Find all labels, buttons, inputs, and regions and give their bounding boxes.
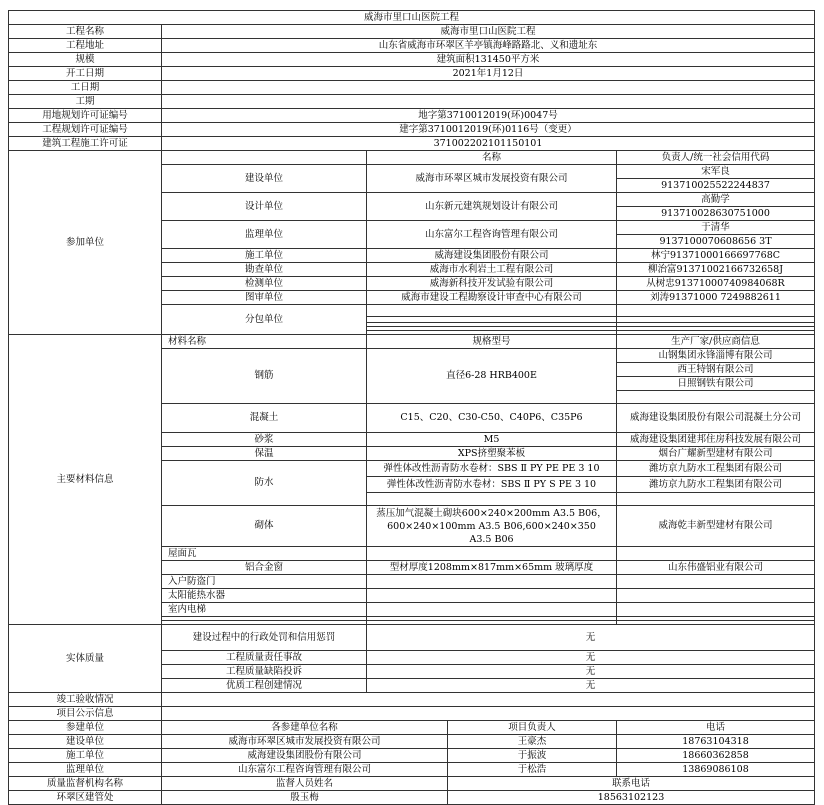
end-date	[162, 81, 815, 95]
subcontract-name	[367, 305, 617, 317]
subcontract-resp	[617, 305, 815, 317]
concrete-spec: C15、C20、C30-C50、C40P6、C35P6	[367, 404, 617, 433]
design-unit-code: 913710028630751000	[617, 207, 815, 221]
mortar-spec: M5	[367, 433, 617, 447]
elevator-name: 室内电梯	[162, 603, 367, 617]
quality-item-4-value: 无	[367, 679, 815, 693]
supervision-unit-name: 山东富尔工程咨询管理有限公司	[367, 221, 617, 249]
land-permit-label: 用地规划许可证编号	[9, 109, 162, 123]
construction-permit: 371002202101150101	[162, 137, 815, 151]
supervision-unit-role: 监理单位	[162, 221, 367, 249]
concrete-name: 混凝土	[162, 404, 367, 433]
rebar-spec: 直径6-28 HRB400E	[367, 349, 617, 404]
masonry-name: 砌体	[162, 506, 367, 547]
roof-tile-spec	[367, 547, 617, 561]
publicity-name: 威海建设集团股份有限公司	[162, 749, 448, 763]
table-title: 威海市里口山医院工程	[9, 11, 815, 25]
participants-resp-header: 负责人/统一社会信用代码	[617, 151, 815, 165]
materials-col-name: 材料名称	[162, 335, 367, 349]
construction-permit-label: 建筑工程施工许可证	[9, 137, 162, 151]
mortar-name: 砂浆	[162, 433, 367, 447]
quality-item-1-value: 无	[367, 625, 815, 651]
publicity-col-phone: 电话	[617, 721, 815, 735]
supervision-person-col: 监督人员姓名	[162, 777, 448, 791]
quality-item-2-label: 工程质量责任事故	[162, 651, 367, 665]
supervision-phone-col: 联系电话	[448, 777, 815, 791]
publicity-phone: 13869086108	[617, 763, 815, 777]
window-vendor: 山东伟盛铝业有限公司	[617, 561, 815, 575]
testing-name: 威海新科技开发试验有限公司	[367, 277, 617, 291]
publicity-unit: 建设单位	[9, 735, 162, 749]
testing-resp: 从树忠91371000740984068R	[617, 277, 815, 291]
publicity-person: 于松浩	[448, 763, 617, 777]
window-name: 铝合金窗	[162, 561, 367, 575]
project-info-table	[8, 10, 815, 805]
rebar-vendor-1: 山钢集团永锋淄博有限公司	[617, 349, 815, 363]
insulation-spec: XPS挤塑聚苯板	[367, 447, 617, 461]
acceptance-label: 竣工验收情况	[9, 693, 162, 707]
engineering-permit: 建字第3710012019(环)0116号（变更）	[162, 123, 815, 137]
supervision-unit-code: 9137100070608656 3T	[617, 235, 815, 249]
publicity-col-unit: 参建单位	[9, 721, 162, 735]
publicity-col-person: 项目负责人	[448, 721, 617, 735]
door-spec	[367, 575, 617, 589]
address-label: 工程地址	[9, 39, 162, 53]
elevator-vendor	[617, 603, 815, 617]
scale: 建筑面积131450平方米	[162, 53, 815, 67]
address: 山东省威海市环翠区羊亭镇海峰路路北、义和遗址东	[162, 39, 815, 53]
publicity-unit: 施工单位	[9, 749, 162, 763]
quality-item-1-label: 建设过程中的行政处罚和信用惩罚	[162, 625, 367, 651]
publicity-person: 王豪杰	[448, 735, 617, 749]
review-role: 图审单位	[162, 291, 367, 305]
construction-unit-code: 913710025522244837	[617, 179, 815, 193]
design-unit-role: 设计单位	[162, 193, 367, 221]
supervision-org-col: 质量监督机构名称	[9, 777, 162, 791]
materials-label: 主要材料信息	[9, 335, 162, 625]
publicity-label: 项目公示信息	[9, 707, 162, 721]
end-date-label: 工日期	[9, 81, 162, 95]
period-label: 工期	[9, 95, 162, 109]
quality-label: 实体质量	[9, 625, 162, 693]
publicity-name: 威海市环翠区城市发展投资有限公司	[162, 735, 448, 749]
door-name: 入户防盗门	[162, 575, 367, 589]
design-unit-name: 山东新元建筑规划设计有限公司	[367, 193, 617, 221]
elevator-spec	[367, 603, 617, 617]
rebar-vendor-2: 西王特钢有限公司	[617, 363, 815, 377]
masonry-spec: 蒸压加气混凝土砌块600×240×200mm A3.5 B06，600×240×100mm A3.5 B06,600×240×350 A3.5 B06	[367, 506, 617, 547]
survey-name: 威海市水利岩土工程有限公司	[367, 263, 617, 277]
roof-tile-name: 屋面瓦	[162, 547, 367, 561]
publicity-person: 于振波	[448, 749, 617, 763]
publicity-name: 山东富尔工程咨询管理有限公司	[162, 763, 448, 777]
start-date: 2021年1月12日	[162, 67, 815, 81]
waterproof-spec-2: 弹性体改性沥青防水卷材：SBS Ⅱ PY S PE 3 10	[367, 477, 617, 493]
door-vendor	[617, 575, 815, 589]
quality-item-4-label: 优质工程创建情况	[162, 679, 367, 693]
insulation-vendor: 烟台广耀新型建材有限公司	[617, 447, 815, 461]
review-resp: 刘涛91371000 7249882611	[617, 291, 815, 305]
period	[162, 95, 815, 109]
waterproof-vendor-1: 潍坊京九防水工程集团有限公司	[617, 461, 815, 477]
supervision-unit-person: 于清华	[617, 221, 815, 235]
waterproof-spec-1: 弹性体改性沥青防水卷材：SBS Ⅱ PY PE PE 3 10	[367, 461, 617, 477]
masonry-vendor: 威海乾丰新型建材有限公司	[617, 506, 815, 547]
publicity-phone: 18660362858	[617, 749, 815, 763]
supervision-org: 环翠区建管处	[9, 791, 162, 805]
builder-role: 施工单位	[162, 249, 367, 263]
roof-tile-vendor	[617, 547, 815, 561]
concrete-vendor: 威海建设集团股份有限公司混凝土分公司	[617, 404, 815, 433]
materials-col-vendor: 生产厂家/供应商信息	[617, 335, 815, 349]
subcontract-role: 分包单位	[162, 305, 367, 335]
supervision-person: 殷玉梅	[162, 791, 448, 805]
participants-name-header: 名称	[367, 151, 617, 165]
builder-name: 威海建设集团股份有限公司	[367, 249, 617, 263]
rebar-name: 钢筋	[162, 349, 367, 404]
construction-unit-person: 宋军良	[617, 165, 815, 179]
project-name: 威海市里口山医院工程	[162, 25, 815, 39]
review-name: 威海市建设工程勘察设计审查中心有限公司	[367, 291, 617, 305]
survey-role: 勘查单位	[162, 263, 367, 277]
solar-name: 太阳能热水器	[162, 589, 367, 603]
window-spec: 型材厚度1208mm×817mm×65mm 玻璃厚度	[367, 561, 617, 575]
participants-label: 参加单位	[9, 151, 162, 335]
land-permit: 地字第3710012019(环)0047号	[162, 109, 815, 123]
publicity-phone: 18763104318	[617, 735, 815, 749]
mortar-vendor: 威海建设集团建邦住房科技发展有限公司	[617, 433, 815, 447]
insulation-name: 保温	[162, 447, 367, 461]
builder-resp: 林宁91371000166697768C	[617, 249, 815, 263]
solar-vendor	[617, 589, 815, 603]
supervision-phone: 18563102123	[448, 791, 815, 805]
quality-item-3-label: 工程质量缺陷投诉	[162, 665, 367, 679]
survey-resp: 柳治富91371002166732658J	[617, 263, 815, 277]
design-unit-person: 高勤学	[617, 193, 815, 207]
testing-role: 检测单位	[162, 277, 367, 291]
quality-item-2-value: 无	[367, 651, 815, 665]
waterproof-name: 防水	[162, 461, 367, 506]
quality-item-3-value: 无	[367, 665, 815, 679]
construction-unit-name: 威海市环翠区城市发展投资有限公司	[367, 165, 617, 193]
construction-unit-role: 建设单位	[162, 165, 367, 193]
publicity-unit: 监理单位	[9, 763, 162, 777]
waterproof-vendor-2: 潍坊京九防水工程集团有限公司	[617, 477, 815, 493]
project-name-label: 工程名称	[9, 25, 162, 39]
solar-spec	[367, 589, 617, 603]
engineering-permit-label: 工程规划许可证编号	[9, 123, 162, 137]
scale-label: 规模	[9, 53, 162, 67]
start-date-label: 开工日期	[9, 67, 162, 81]
publicity-col-name: 各参建单位名称	[162, 721, 448, 735]
rebar-vendor-3: 日照钢铁有限公司	[617, 377, 815, 391]
materials-col-spec: 规格型号	[367, 335, 617, 349]
